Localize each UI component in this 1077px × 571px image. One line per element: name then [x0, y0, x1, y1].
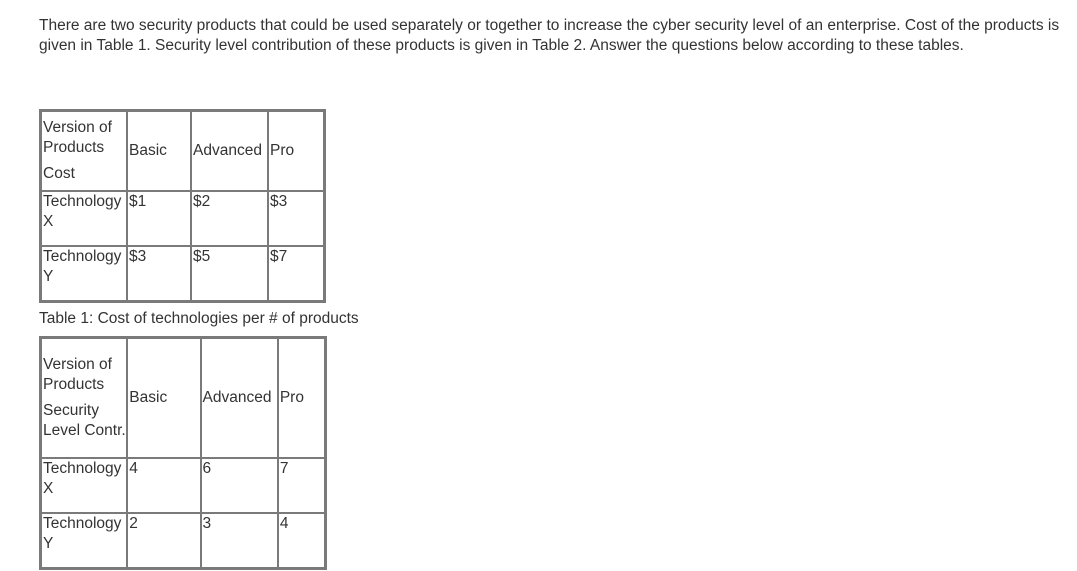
row-label: Technology X	[41, 191, 127, 246]
cell-value: 6	[201, 458, 278, 513]
security-table-header-label: Version of Products	[43, 356, 112, 393]
row-label: Technology Y	[41, 246, 127, 301]
cell-value: 4	[278, 513, 325, 568]
cost-table-col-header: Advanced	[191, 111, 268, 191]
table-row	[41, 246, 324, 301]
security-table-col-header: Advanced	[201, 338, 278, 458]
cell-value: $5	[191, 246, 268, 301]
security-table-corner-cell	[41, 338, 127, 458]
table-row	[41, 513, 325, 568]
table-caption: Table 1: Cost of technologies per # of products	[39, 310, 359, 327]
security-level-table	[39, 336, 327, 570]
cost-table-col-header: Pro	[268, 111, 324, 191]
security-table-col-header: Basic	[127, 338, 200, 458]
cost-table-metric-label: Cost	[43, 165, 75, 182]
table-row	[41, 191, 324, 246]
cost-table-header-label: Version of Products	[43, 119, 112, 156]
row-label: Technology X	[41, 458, 127, 513]
security-table-metric-label: Security Level Contr.	[43, 402, 126, 439]
cell-value: 2	[127, 513, 200, 568]
cell-value: $3	[268, 191, 324, 246]
cell-value: 4	[127, 458, 200, 513]
intro-paragraph: There are two security products that could be used separately or together to increase the cyber security level of an enterprise. Cost of the products is given in Table 1. Security level contribution of these products is given in Table 2. Answer the questions below according to these tables.	[39, 17, 1060, 54]
cost-table-corner-cell	[41, 111, 127, 191]
cost-table	[39, 109, 326, 303]
security-table-col-header: Pro	[278, 338, 325, 458]
cell-value: $1	[127, 191, 191, 246]
row-label: Technology Y	[41, 513, 127, 568]
cell-value: $2	[191, 191, 268, 246]
cell-value: 3	[201, 513, 278, 568]
cell-value: 7	[278, 458, 325, 513]
table-row	[41, 458, 325, 513]
cost-table-col-header: Basic	[127, 111, 191, 191]
cell-value: $7	[268, 246, 324, 301]
cell-value: $3	[127, 246, 191, 301]
